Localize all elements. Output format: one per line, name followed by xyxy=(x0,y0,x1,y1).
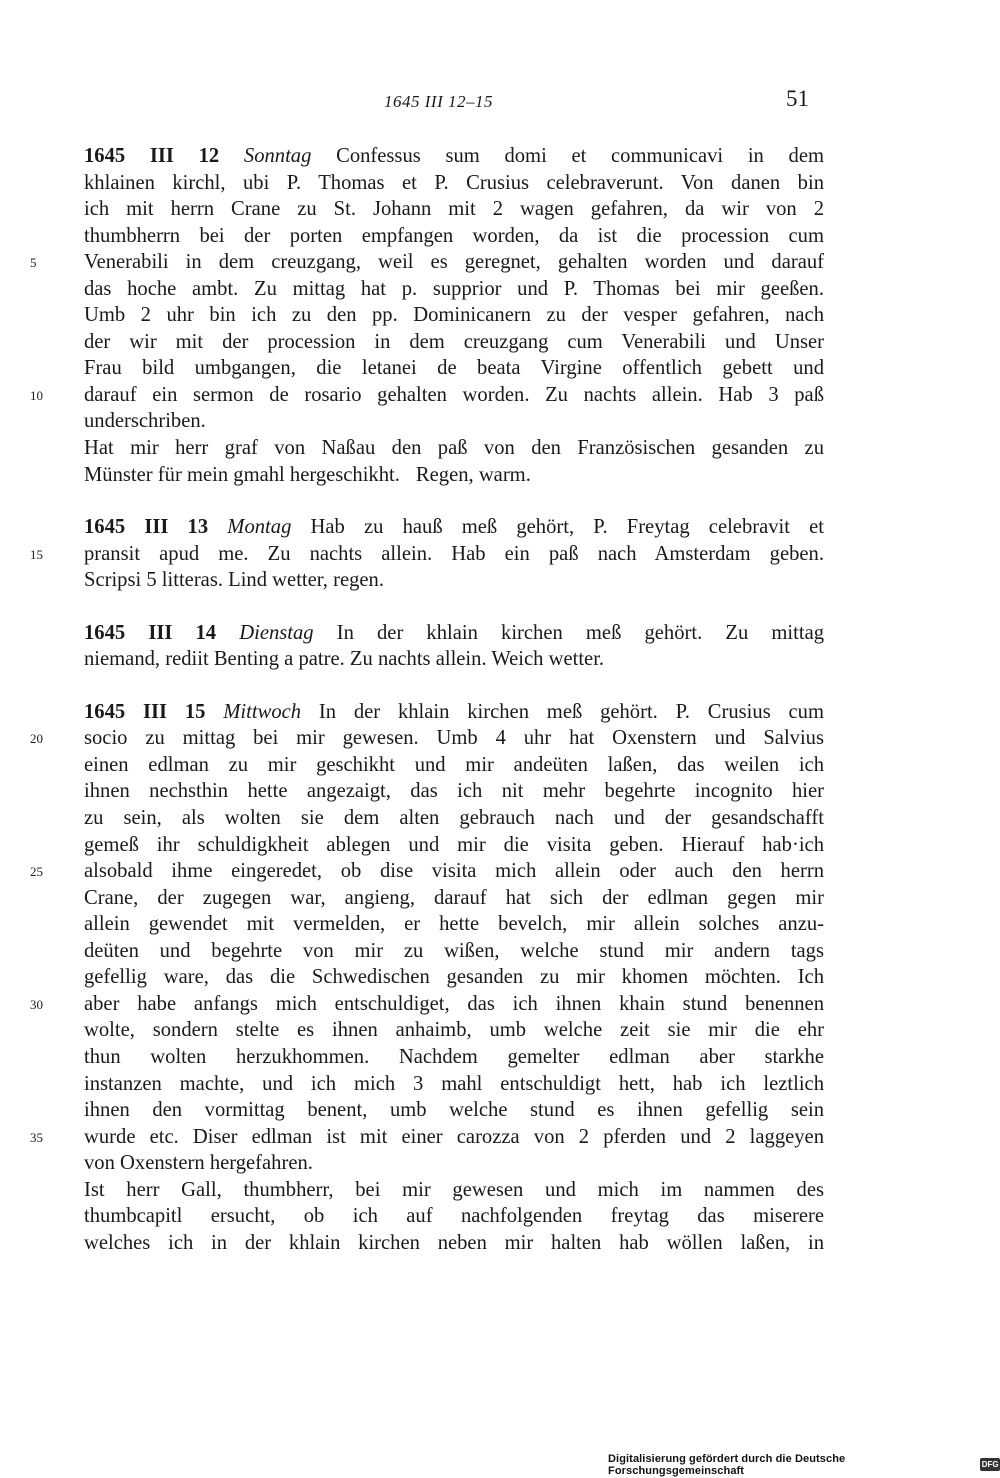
footer-credit: Digitalisierung gefördert durch die Deutsche Forschungsgemeinschaft xyxy=(608,1452,846,1477)
entry-date: 1645 III 13 xyxy=(84,516,209,539)
text-line-content: Münster für mein gmahl hergeschikht. xyxy=(84,463,400,486)
text-line: welches ich in der khlain kirchen neben mir halten hab wöllen laßen, in xyxy=(84,1231,824,1254)
text-line: wolte, sondern stelte es ihnen anhaimb, umb welche zeit sie mir die ehr xyxy=(84,1019,824,1042)
entry-text: Confessus sum domi et communicavi in dem xyxy=(336,145,824,167)
text-line: khlainen kirchl, ubi P. Thomas et P. Crusius celebraverunt. Von danen bin xyxy=(84,171,824,194)
text-line: Ist herr Gall, thumbherr, bei mir gewesen und mich im nammen des xyxy=(84,1178,824,1201)
text-line: gefellig ware, das die Schwedischen gesanden zu mir khomen möchten. Ich xyxy=(84,966,824,989)
entry-weekday: Sonntag xyxy=(243,145,312,167)
entry-weekday: Montag xyxy=(227,516,292,539)
entry-text: In der khlain kirchen meß gehört. Zu mittag xyxy=(336,621,825,644)
document-body xyxy=(30,143,825,1256)
text-line xyxy=(30,541,824,568)
entry-date: 1645 III 12 xyxy=(84,145,220,167)
line-number: 10 xyxy=(30,387,43,403)
text-line: ihnen nechsthin hette angezaigt, das ich nit mehr begehrte incognito hier xyxy=(84,780,824,803)
text-line: gemeß ihr schuldigkheit ablegen und mir die visita geben. Hierauf hab·ich xyxy=(84,833,824,856)
text-line-content: Venerabili in dem creuzgang, weil es geregnet, gehalten worden und darauf xyxy=(84,251,824,274)
entry-weekday: Dienstag xyxy=(239,621,314,644)
entry-text: In der khlain kirchen meß gehört. P. Crusius cum xyxy=(318,700,824,723)
line-number: 25 xyxy=(30,864,43,880)
text-line xyxy=(30,249,824,276)
entry-weekday: Mittwoch xyxy=(223,700,302,723)
text-line: Scripsi 5 litteras. Lind wetter, regen. xyxy=(84,569,384,592)
text-line: Umb 2 uhr bin ich zu den pp. Dominicanern zu der vesper gefahren, nach xyxy=(84,304,824,327)
page-header xyxy=(0,82,1000,112)
entry-date: 1645 III 14 xyxy=(84,621,217,644)
text-line xyxy=(84,462,824,489)
text-line: von Oxenstern hergefahren. xyxy=(84,1152,313,1175)
entry-heading-line xyxy=(84,699,824,726)
dfg-logo-icon: DFG xyxy=(981,1460,999,1469)
entry-heading-line xyxy=(84,143,824,170)
line-number: 5 xyxy=(30,255,37,271)
text-line-content: socio zu mittag bei mir gewesen. Umb 4 uhr hat Oxenstern und Salvius xyxy=(84,727,824,750)
text-line: allein gewendet mit vermelden, er hette bevelch, mir allein solches anzu- xyxy=(84,913,824,936)
text-line-content: aber habe anfangs mich entschuldiget, das ich ihnen khain stund benennen xyxy=(84,992,824,1015)
text-line: das hoche ambt. Zu mittag hat p. supprior und P. Thomas bei mir geeßen. xyxy=(84,277,824,300)
text-line xyxy=(30,1124,824,1151)
line-number: 35 xyxy=(30,1129,43,1145)
text-line-content: wurde etc. Diser edlman ist mit einer carozza von 2 pferden und 2 laggeyen xyxy=(84,1125,824,1148)
digitization-footer xyxy=(608,1451,1000,1478)
line-number: 15 xyxy=(30,546,43,562)
text-line: niemand, rediit Benting a patre. Zu nachts allein. Weich wetter. xyxy=(84,648,605,671)
text-line-content: darauf ein sermon de rosario gehalten worden. Zu nachts allein. Hab 3 paß xyxy=(84,383,824,406)
text-line: Hat mir herr graf von Naßau den paß von den Französischen gesanden zu xyxy=(84,437,824,460)
text-line xyxy=(30,382,824,409)
line-number: 30 xyxy=(30,996,43,1012)
text-line: thun wolten herzukhommen. Nachdem gemelter edlman aber starkhe xyxy=(84,1045,824,1068)
text-line: deüten und begehrte von mir zu wißen, welche stund mir andern tags xyxy=(84,939,824,962)
text-line: Crane, der zugegen war, angieng, darauf hat sich der edlman gegen mir xyxy=(84,886,824,909)
entry-text: Hab zu hauß meß gehört, P. Freytag celebravit et xyxy=(310,516,824,539)
text-line: einen edlman zu mir geschikht und mir andeüten laßen, das weilen ich xyxy=(84,753,824,776)
text-line: Frau bild umbgangen, die letanei de beata Virgine offentlich gebett und xyxy=(84,357,824,380)
text-line xyxy=(30,991,824,1018)
weather-note: Regen, warm. xyxy=(415,463,531,486)
line-number: 20 xyxy=(30,731,43,747)
entry-heading-line xyxy=(84,514,824,541)
page-number: 51 xyxy=(786,86,809,111)
running-head: 1645 III 12–15 xyxy=(384,92,493,111)
text-line xyxy=(30,725,824,752)
text-line: thumbcapitl ersucht, ob ich auf nachfolgenden freytag das miserere xyxy=(84,1205,824,1228)
text-line: ich mit herrn Crane zu St. Johann mit 2 wagen gefahren, da wir von 2 xyxy=(84,198,824,221)
text-line: thumbherrn bei der porten empfangen worden, da ist die procession cum xyxy=(84,224,824,247)
text-line xyxy=(30,858,824,885)
text-line: zu sein, als wolten sie dem alten gebrauch nach und der gesandschafft xyxy=(84,807,824,830)
text-line: ihnen den vormittag benent, umb welche stund es ihnen gefellig sein xyxy=(84,1099,824,1122)
entry-date: 1645 III 15 xyxy=(84,700,206,723)
text-line-content: alsobald ihme eingeredet, ob dise visita mich allein oder auch den herrn xyxy=(84,860,824,883)
entry-heading-line xyxy=(84,620,824,647)
text-line: der wir mit der procession in dem creuzgang cum Venerabili und Unser xyxy=(84,330,824,353)
text-line: underschriben. xyxy=(84,410,206,433)
text-line: instanzen machte, und ich mich 3 mahl entschuldigt hett, hab ich leztlich xyxy=(84,1072,824,1095)
text-line-content: pransit apud me. Zu nachts allein. Hab ein paß nach Amsterdam geben. xyxy=(84,542,824,565)
